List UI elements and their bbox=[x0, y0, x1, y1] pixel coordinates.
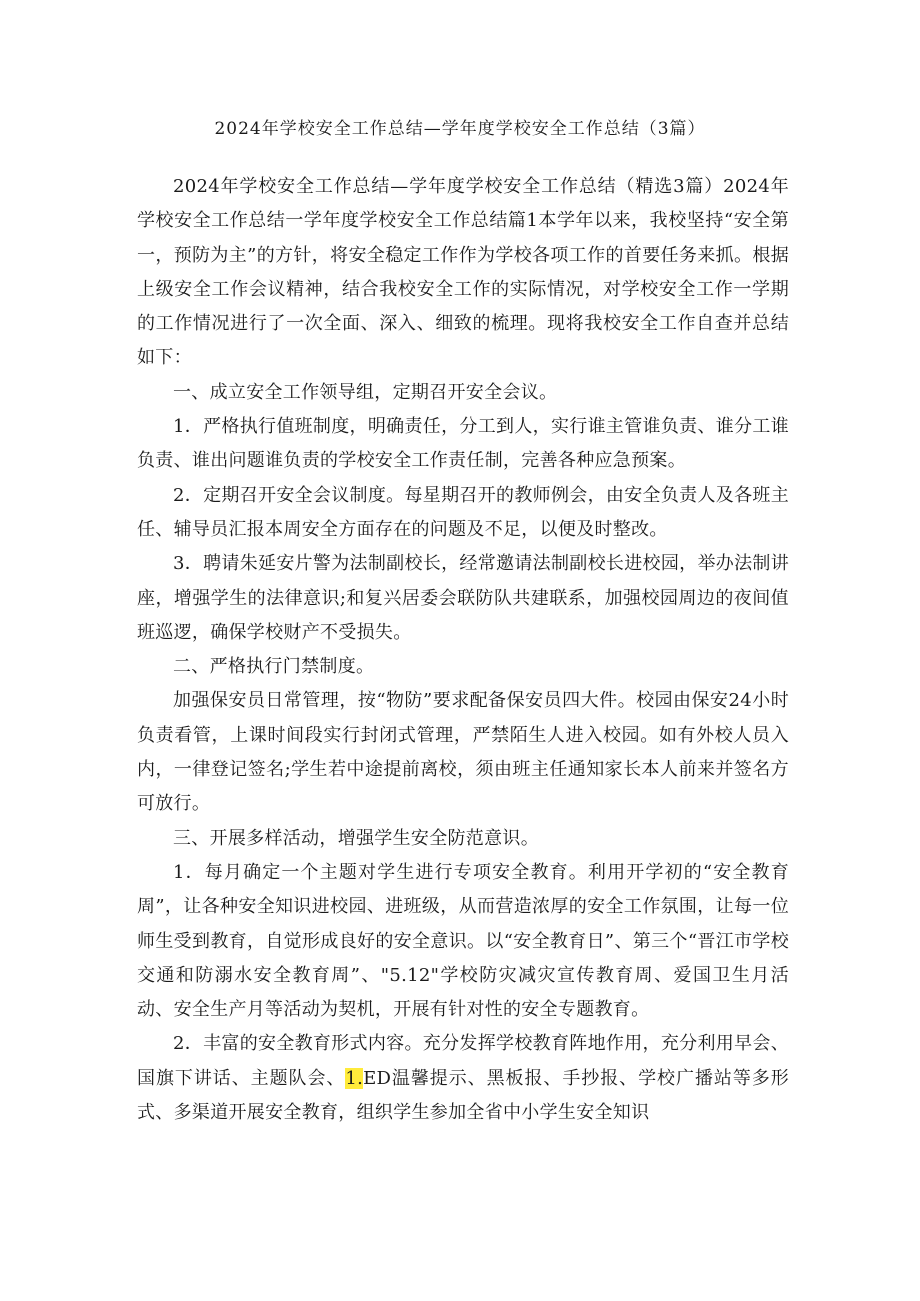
section-heading-3: 三、开展多样活动，增强学生安全防范意识。 bbox=[173, 827, 539, 849]
paragraph-3-1: 1．每月确定一个主题对学生进行专项安全教育。利用开学初的“安全教育周”，让各种安全知识进校园、进班级，从而营造浓厚的安全工作氛围，让每一位师生受到教育，自觉形成良好的安全意识。以“安全教育日”、第三个“晋江市学校交通和防溺水安全教育周”、"5.12"学校防灾减灾宣传教育周、爱国卫生月活动、安全生产月等活动为契机，开展有针对性的安全专题教育。 bbox=[137, 861, 789, 1021]
paragraph-2: 加强保安员日常管理，按“物防”要求配备保安员四大件。校园由保安24小时负责看管，上课时间段实行封闭式管理，严禁陌生人进入校园。如有外校人员入内，一律登记签名;学生若中途提前离校，须由班主任通知家长本人前来并签名方可放行。 bbox=[137, 690, 789, 815]
paragraph-3-2-end: ED温馨提示、黑板报、手抄报、学校广播站等多形式、多渠道开展安全教育，组织学生参加全省中小学生安全知识 bbox=[137, 1067, 789, 1124]
highlighted-text: 1. bbox=[345, 1067, 364, 1089]
paragraph-3-2 bbox=[137, 1027, 789, 1130]
section-heading-2: 二、严格执行门禁制度。 bbox=[173, 656, 375, 678]
paragraph-1-3: 3．聘请朱延安片警为法制副校长，经常邀请法制副校长进校园，举办法制讲座，增强学生的法律意识;和复兴居委会联防队共建联系，加强校园周边的夜间值班巡逻，确保学校财产不受损失。 bbox=[137, 553, 789, 643]
section-heading-1: 一、成立安全工作领导组，定期召开安全会议。 bbox=[173, 381, 558, 403]
paragraph-3-2-start: 2．丰富的安全教育形式内容。充分发挥学校教育阵地作用，充分利用早会、国旗下讲话、主题队会、 bbox=[137, 1033, 789, 1089]
paragraph-1-2: 2．定期召开安全会议制度。每星期召开的教师例会，由安全负责人及各班主任、辅导员汇报本周安全方面存在的问题及不足，以便及时整改。 bbox=[137, 484, 789, 540]
paragraph-1-1: 1．严格执行值班制度，明确责任，分工到人，实行谁主管谁负责、谁分工谁负责、谁出问题谁负责的学校安全工作责任制，完善各种应急预案。 bbox=[137, 416, 789, 472]
document-title: 2024年学校安全工作总结—学年度学校安全工作总结（3篇） bbox=[214, 119, 706, 139]
document-body bbox=[137, 170, 789, 1130]
paragraph-intro: 2024年学校安全工作总结—学年度学校安全工作总结（精选3篇）2024年学校安全工作总结一学年度学校安全工作总结篇1本学年以来，我校坚持“安全第一，预防为主”的方针，将安全稳定工作作为学校各项工作的首要任务来抓。根据上级安全工作会议精神，结合我校安全工作的实际情况，对学校安全工作一学期的工作情况进行了一次全面、深入、细致的梳理。现将我校安全工作自查并总结如下： bbox=[137, 176, 789, 369]
